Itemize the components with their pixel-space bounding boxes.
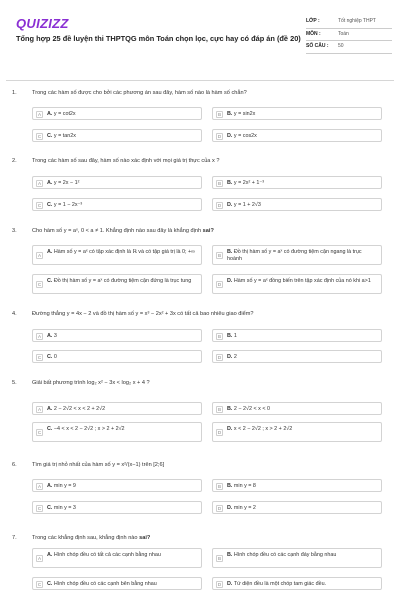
option-a[interactable]: [32, 479, 202, 492]
option-letter: C: [37, 282, 42, 287]
option-letter: D: [217, 282, 222, 287]
option-letter: B: [217, 407, 222, 412]
header-divider: [6, 80, 394, 81]
option-text: D. x < 2 − 2√2 ; x > 2 + 2√2: [227, 426, 293, 432]
option-b[interactable]: [212, 479, 382, 492]
question-number: 3.: [12, 228, 17, 234]
question-number: 6.: [12, 462, 17, 468]
option-b[interactable]: [212, 402, 382, 415]
option-text: D. Tứ diện đều là một chóp tam giác đều.: [227, 581, 327, 587]
option-text: A. 2 − 2√2 < x < 2 + 2√2: [47, 406, 106, 412]
option-text: D. y = 1 + 2√3: [227, 202, 261, 208]
option-text: C. −4 < x < 2 − 2√2 ; x > 2 + 2√2: [47, 426, 125, 432]
question-number: 4.: [12, 311, 17, 317]
option-letter: B: [217, 334, 222, 339]
option-letter: A: [37, 181, 42, 186]
meta-row-subject: [306, 29, 392, 42]
meta-key: SỐ CÂU :: [306, 43, 329, 49]
option-letter: C: [37, 355, 42, 360]
question-text: Cho hàm số y = aˣ, 0 < a ≠ 1. Khẳng định nào sau đây là khẳng định sai?: [32, 228, 214, 234]
option-text: C. Hình chóp đều có các cạnh bên bằng nhau: [47, 581, 157, 587]
question-number: 5.: [12, 380, 17, 386]
option-text: C. y = 1 − 2x⁻³: [47, 202, 83, 208]
option-letter: C: [37, 134, 42, 139]
question-text: Giải bất phương trình log₂ x² − 3x < log₂ x + 4 ?: [32, 380, 150, 386]
option-letter: A: [37, 112, 42, 117]
question-number: 2.: [12, 158, 17, 164]
option-letter: A: [37, 253, 42, 258]
option-text: A. Hàm số y = aˣ có tập xác định là ℝ và có tập giá trị là 0; +∞: [47, 249, 196, 255]
meta-key: MÔN :: [306, 30, 321, 37]
option-letter: A: [37, 556, 42, 561]
option-a[interactable]: [32, 107, 202, 120]
option-b[interactable]: [212, 176, 382, 189]
meta-value: Toán: [338, 30, 349, 37]
question-text: Trong các khẳng định sau, khẳng định nào sai?: [32, 535, 151, 541]
option-c[interactable]: [32, 274, 202, 294]
question-text: Tìm giá trị nhỏ nhất của hàm số y = x²/(x−1) trên [2;6]: [32, 462, 165, 468]
option-letter: C: [37, 506, 42, 511]
option-text: B. y = 2x² + 1⁻³: [227, 180, 265, 186]
option-c[interactable]: [32, 198, 202, 211]
meta-row-count: [306, 41, 392, 54]
meta-panel: [306, 16, 392, 54]
option-text: C. y = tan2x: [47, 133, 76, 139]
option-text: C. Đồ thị hàm số y = aˣ có đường tiệm cận đứng là trục tung: [47, 278, 192, 284]
option-letter: D: [217, 355, 222, 360]
option-b[interactable]: [212, 548, 382, 568]
option-letter: A: [37, 407, 42, 412]
option-a[interactable]: [32, 548, 202, 568]
option-letter: C: [37, 430, 42, 435]
option-text: B. Đồ thị hàm số y = aˣ có đường tiệm cận ngang là trục hoành: [227, 249, 362, 262]
document-title: Tổng hợp 25 đề luyện thi THPTQG môn Toán chọn lọc, cực hay có đáp án (đề 20): [16, 34, 301, 43]
question-number: 1.: [12, 90, 17, 96]
option-text: A. 3: [47, 333, 57, 339]
option-text: C. min y = 3: [47, 505, 76, 511]
option-text: B. y = sin2x: [227, 111, 256, 117]
option-text: D. y = cos2x: [227, 133, 257, 139]
option-a[interactable]: [32, 402, 202, 415]
meta-row-class: [306, 16, 392, 29]
option-letter: A: [37, 484, 42, 489]
option-text: B. Hình chóp đều có các cạnh đáy bằng nhau: [227, 552, 337, 558]
option-letter: B: [217, 484, 222, 489]
option-letter: D: [217, 506, 222, 511]
option-text: A. min y = 9: [47, 483, 76, 489]
option-d[interactable]: [212, 274, 382, 294]
option-letter: B: [217, 253, 222, 258]
option-text: D. min y = 2: [227, 505, 256, 511]
meta-value: Tốt nghiệp THPT: [338, 18, 376, 24]
option-text: B. 2 − 2√2 < x < 0: [227, 406, 270, 412]
option-c[interactable]: [32, 422, 202, 442]
option-text: A. Hình chóp đều có tất cả các cạnh bằng nhau: [47, 552, 161, 558]
question-text: Đường thẳng y = 4x − 2 và đồ thị hàm số y = x³ − 2x² + 3x có tất cả bao nhiêu giao điểm?: [32, 311, 254, 317]
document-header: [10, 10, 390, 68]
meta-key: LỚP :: [306, 18, 320, 24]
option-c[interactable]: [32, 501, 202, 514]
option-b[interactable]: [212, 245, 382, 265]
option-text: D. 2: [227, 354, 237, 360]
option-letter: D: [217, 203, 222, 208]
meta-value: 50: [338, 43, 344, 49]
option-letter: A: [37, 334, 42, 339]
option-c[interactable]: [32, 129, 202, 142]
option-letter: B: [217, 112, 222, 117]
option-d[interactable]: [212, 422, 382, 442]
option-b[interactable]: [212, 107, 382, 120]
option-d[interactable]: [212, 198, 382, 211]
option-letter: D: [217, 134, 222, 139]
question-text: Trong các hàm số được cho bởi các phương án sau đây, hàm số nào là hàm số chẵn?: [32, 90, 247, 96]
option-text: A. y = cot2x: [47, 111, 76, 117]
option-letter: C: [37, 582, 42, 587]
option-a[interactable]: [32, 329, 202, 342]
option-text: D. Hàm số y = aˣ đồng biến trên tập xác định của nó khi a>1: [227, 278, 371, 284]
option-text: A. y = 2x − 1²: [47, 180, 80, 186]
option-c[interactable]: [32, 350, 202, 363]
question-number: 7.: [12, 535, 17, 541]
option-a[interactable]: [32, 245, 202, 265]
option-text: B. min y = 8: [227, 483, 256, 489]
option-b[interactable]: [212, 329, 382, 342]
option-c[interactable]: [32, 577, 202, 590]
option-letter: D: [217, 582, 222, 587]
option-d[interactable]: [212, 350, 382, 363]
question-text: Trong các hàm số sau đây, hàm số nào xác định với mọi giá trị thực của x ?: [32, 158, 220, 164]
quizizz-logo: QUIZIZZ: [16, 16, 69, 31]
option-letter: D: [217, 430, 222, 435]
option-text: C. 0: [47, 354, 57, 360]
option-d[interactable]: [212, 501, 382, 514]
option-letter: B: [217, 556, 222, 561]
option-a[interactable]: [32, 176, 202, 189]
option-letter: C: [37, 203, 42, 208]
option-d[interactable]: [212, 129, 382, 142]
option-letter: B: [217, 181, 222, 186]
option-d[interactable]: [212, 577, 382, 590]
option-text: B. 1: [227, 333, 237, 339]
